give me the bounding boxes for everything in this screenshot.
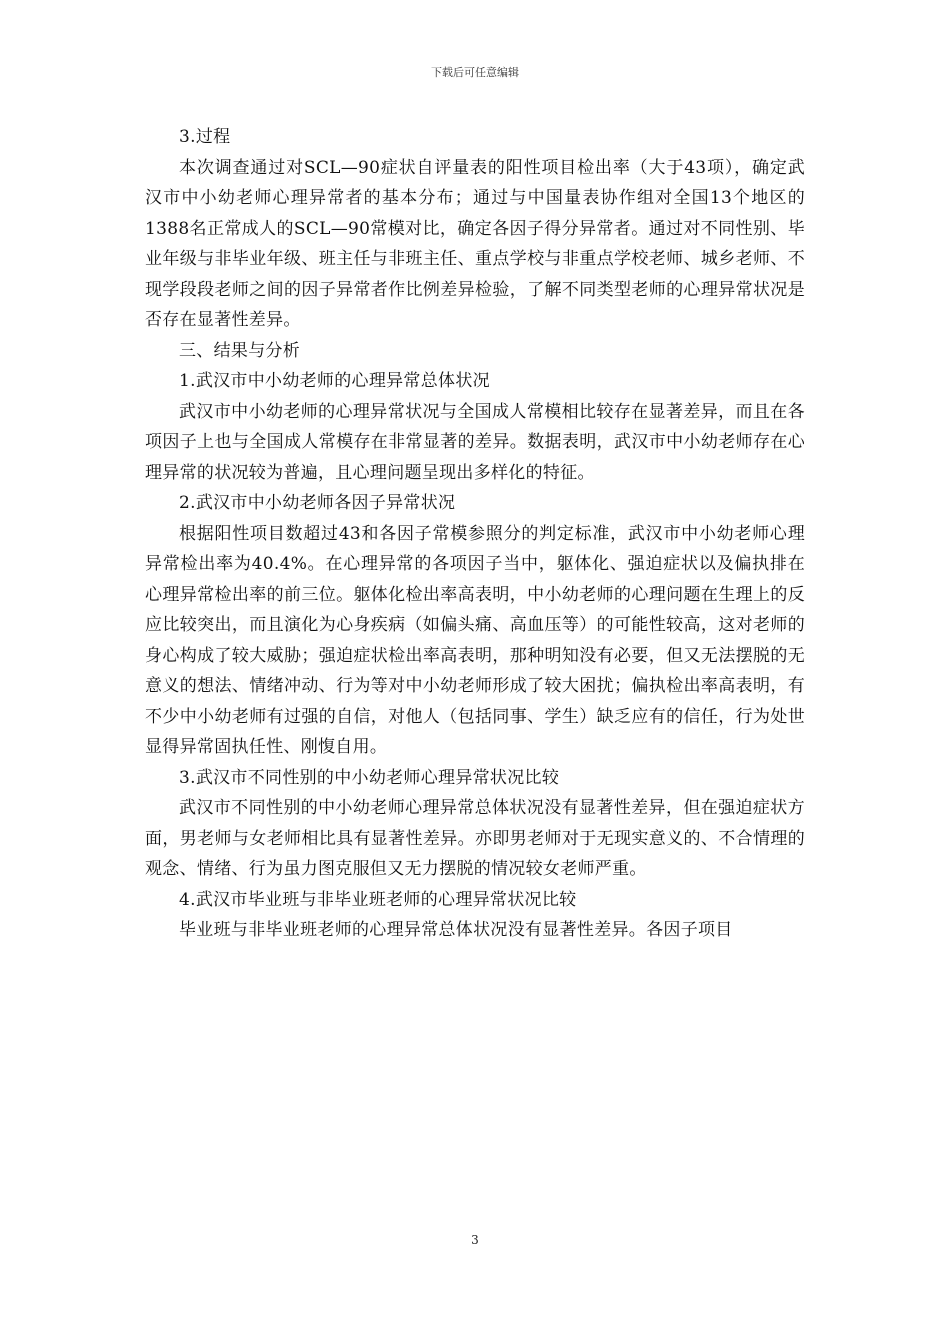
paragraph-graduating-class-comparison: 毕业班与非毕业班老师的心理异常总体状况没有显著性差异。各因子项目 [179, 920, 733, 940]
page-number: 3 [471, 1233, 479, 1247]
subheading-factor-status: 2.武汉市中小幼老师各因子异常状况 [179, 493, 456, 513]
page-header: 下载后可任意编辑 [431, 66, 519, 79]
subheading-gender-comparison: 3.武汉市不同性别的中小幼老师心理异常状况比较 [179, 767, 560, 788]
document-body [145, 122, 805, 946]
paragraph-gender-comparison: 武汉市不同性别的中小幼老师心理异常总体状况没有显著性差异，但在强迫症状方面，男老师与女老师相比具有显著性差异。亦即男老师对于无现实意义的、不合情理的观念、情绪、行为虽力图克服但又无力摆脱的情况较女老师严重。 [145, 798, 805, 879]
section-heading-process: 3.过程 [179, 127, 231, 147]
paragraph-method: 本次调查通过对SCL—90症状自评量表的阳性项目检出率（大于43项），确定武汉市中小幼老师心理异常者的基本分布；通过与中国量表协作组对全国13个地区的1388名正常成人的SCL—90常模对比，确定各因子得分异常者。通过对不同性别、毕业年级与非毕业年级、班主任与非班主任、重点学校与非重点学校老师、城乡老师、不现学段段老师之间的因子异常者作比例差异检验，了解不同类型老师的心理异常状况是否存在显著性差异。 [145, 157, 805, 330]
section-heading-results: 三、结果与分析 [179, 340, 301, 361]
paragraph-overall-status: 武汉市中小幼老师的心理异常状况与全国成人常模相比较存在显著差异，而且在各项因子上也与全国成人常模存在非常显著的差异。数据表明，武汉市中小幼老师存在心理异常的状况较为普遍，且心理问题呈现出多样化的特征。 [145, 401, 805, 483]
paragraph-factor-status: 根据阳性项目数超过43和各因子常模参照分的判定标准，武汉市中小幼老师心理异常检出率为40.4%。在心理异常的各项因子当中，躯体化、强迫症状以及偏执排在心理异常检出率的前三位。躯体化检出率高表明，中小幼老师的心理问题在生理上的反应比较突出，而且演化为心身疾病（如偏头痛、高血压等）的可能性较高，这对老师的身心构成了较大威胁；强迫症状检出率高表明，那种明知没有必要，但又无法摆脱的无意义的想法、情绪冲动、行为等对中小幼老师形成了较大困扰；偏执检出率高表明，有不少中小幼老师有过强的自信，对他人（包括同事、学生）缺乏应有的信任，行为处世显得异常固执任性、刚愎自用。 [145, 523, 805, 757]
subheading-overall-status: 1.武汉市中小幼老师的心理异常总体状况 [179, 371, 490, 391]
subheading-graduating-class-comparison: 4.武汉市毕业班与非毕业班老师的心理异常状况比较 [179, 889, 577, 910]
